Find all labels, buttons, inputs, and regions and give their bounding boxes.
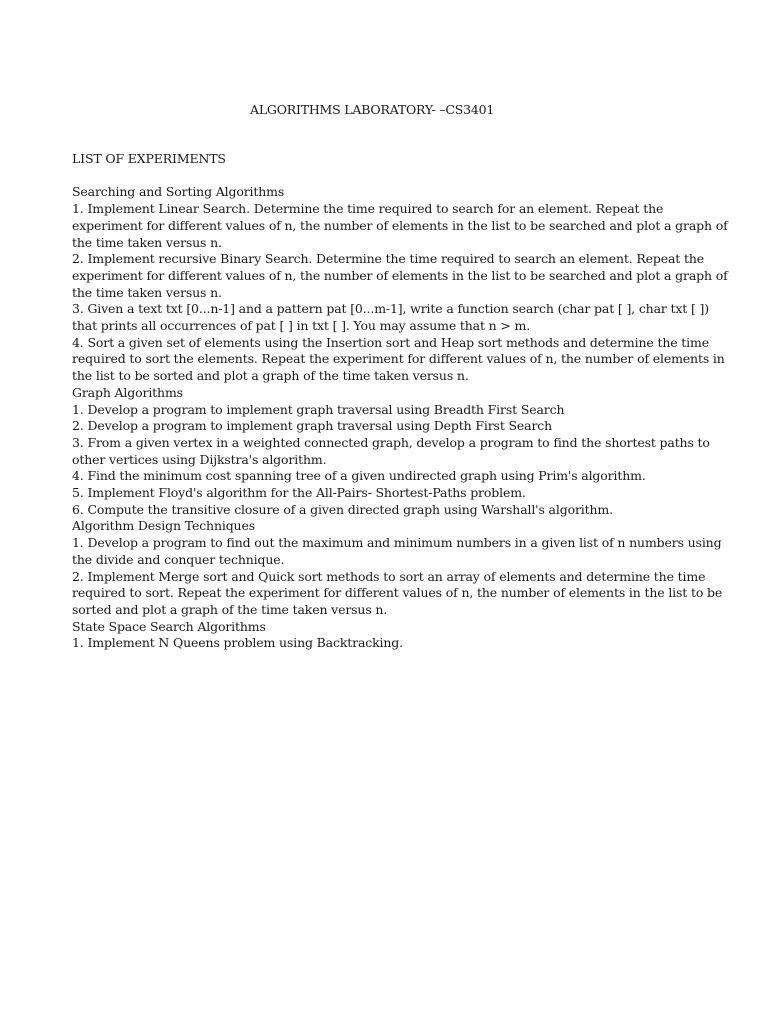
section-searching-sorting	[72, 184, 736, 384]
experiment-item: 6. Compute the transitive closure of a given directed graph using Warshall's algorithm.	[72, 501, 613, 517]
experiment-item: 4. Find the minimum cost spanning tree of a given undirected graph using Prim's algorithm.	[72, 468, 646, 484]
document-body	[72, 151, 736, 652]
section-heading: Graph Algorithms	[72, 384, 183, 400]
experiment-item: 1. Implement N Queens problem using Backtracking.	[72, 635, 403, 651]
section-state-space-search	[72, 619, 736, 652]
experiment-item: 2. Implement recursive Binary Search. Determine the time required to search an element. Repeat the experiment for different values of n, the number of elements in the list to be searched and plot a graph of the time taken versus n.	[72, 251, 728, 300]
experiment-item: 1. Implement Linear Search. Determine the time required to search for an element. Repeat the experiment for different values of n, the number of elements in the list to be searched and plot a graph of the time taken versus n.	[72, 201, 728, 250]
experiment-item: 3. From a given vertex in a weighted connected graph, develop a program to find the shortest paths to other vertices using Dijkstra's algorithm.	[72, 434, 710, 467]
document-title: ALGORITHMS LABORATORY- –CS3401	[250, 102, 495, 117]
experiment-item: 2. Develop a program to implement graph traversal using Depth First Search	[72, 418, 553, 434]
experiment-item: 4. Sort a given set of elements using the Insertion sort and Heap sort methods and determine the time required to sort the elements. Repeat the experiment for different values of n, the number of elements in the list to be sorted and plot a graph of the time taken versus n.	[72, 334, 725, 384]
section-graph-algorithms	[72, 385, 736, 519]
experiment-item: 2. Implement Merge sort and Quick sort methods to sort an array of elements and determine the time required to sort. Repeat the experiment for different values of n, the number of elements in the list to be sorted and plot a graph of the time taken versus n.	[72, 568, 723, 617]
experiment-item: 1. Develop a program to implement graph traversal using Breadth First Search	[72, 401, 565, 417]
experiment-item: 5. Implement Floyd's algorithm for the All-Pairs- Shortest-Paths problem.	[72, 485, 526, 501]
list-heading: LIST OF EXPERIMENTS	[72, 151, 226, 166]
section-design-techniques	[72, 518, 736, 618]
section-heading: Algorithm Design Techniques	[72, 518, 255, 534]
section-heading: State Space Search Algorithms	[72, 618, 266, 634]
experiment-item: 1. Develop a program to find out the maximum and minimum numbers in a given list of n numbers using the divide and conquer technique.	[72, 535, 722, 567]
experiment-item: 3. Given a text txt [0...n-1] and a pattern pat [0...m-1], write a function search (char pat [ ], char txt [ ]) that prints all occurrences of pat [ ] in txt [ ]. You may assume that n > m.	[72, 301, 709, 334]
section-heading: Searching and Sorting Algorithms	[72, 184, 285, 200]
